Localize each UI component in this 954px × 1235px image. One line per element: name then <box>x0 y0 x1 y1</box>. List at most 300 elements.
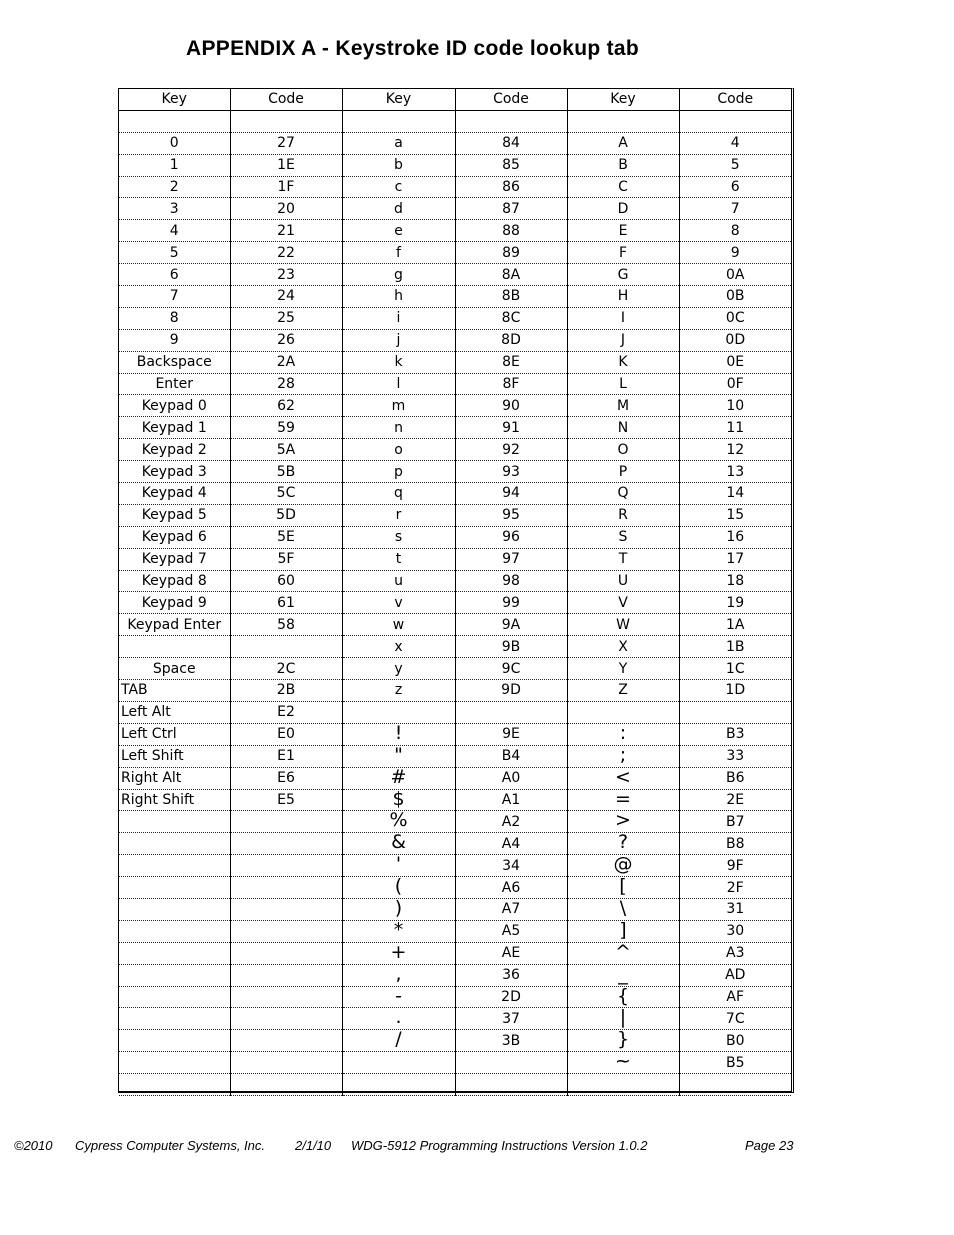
code-cell: 92 <box>455 439 567 461</box>
code-cell: 14 <box>679 483 791 505</box>
key-cell: Backspace <box>119 351 230 373</box>
code-cell: 9B <box>455 636 567 658</box>
key-cell: Space <box>119 658 230 680</box>
code-cell: 84 <box>455 132 567 154</box>
key-cell: @ <box>567 855 679 877</box>
key-cell: Enter <box>119 373 230 395</box>
table-row <box>119 636 791 658</box>
code-cell: 12 <box>679 439 791 461</box>
code-cell: 7C <box>679 1008 791 1030</box>
table-row <box>119 811 791 833</box>
key-cell: n <box>342 417 455 439</box>
code-cell: 58 <box>230 614 342 636</box>
code-cell <box>230 920 342 942</box>
header-code: Code <box>455 89 567 110</box>
code-cell: 88 <box>455 220 567 242</box>
key-cell: * <box>342 920 455 942</box>
table-row <box>119 526 791 548</box>
key-cell: " <box>342 745 455 767</box>
key-cell: Keypad 9 <box>119 592 230 614</box>
code-cell <box>230 1074 342 1096</box>
key-cell: x <box>342 636 455 658</box>
key-cell <box>119 110 230 132</box>
table-row <box>119 767 791 789</box>
key-cell: [ <box>567 877 679 899</box>
table-row <box>119 833 791 855</box>
key-cell: c <box>342 176 455 198</box>
key-cell: T <box>567 548 679 570</box>
code-cell <box>230 811 342 833</box>
code-cell: 5 <box>679 154 791 176</box>
code-cell: 0A <box>679 264 791 286</box>
table-row <box>119 417 791 439</box>
table-row <box>119 942 791 964</box>
code-cell <box>230 898 342 920</box>
code-cell: 0C <box>679 307 791 329</box>
code-cell: 25 <box>230 307 342 329</box>
code-cell: AD <box>679 964 791 986</box>
code-cell: B5 <box>679 1052 791 1074</box>
key-cell: h <box>342 286 455 308</box>
code-cell: 28 <box>230 373 342 395</box>
code-cell: A0 <box>455 767 567 789</box>
key-cell: | <box>567 1008 679 1030</box>
code-cell: 7 <box>679 198 791 220</box>
key-cell: , <box>342 964 455 986</box>
key-cell: 6 <box>119 264 230 286</box>
code-cell: 0E <box>679 351 791 373</box>
key-cell <box>119 1008 230 1030</box>
code-cell: 26 <box>230 329 342 351</box>
key-cell: V <box>567 592 679 614</box>
table-row <box>119 220 791 242</box>
code-cell: 2D <box>455 986 567 1008</box>
code-cell: 86 <box>455 176 567 198</box>
key-cell: U <box>567 570 679 592</box>
code-cell: 31 <box>679 898 791 920</box>
key-cell: Keypad 6 <box>119 526 230 548</box>
code-cell: A3 <box>679 942 791 964</box>
key-cell: Keypad 7 <box>119 548 230 570</box>
code-cell <box>230 942 342 964</box>
code-cell <box>230 110 342 132</box>
code-cell <box>230 964 342 986</box>
code-cell <box>230 1052 342 1074</box>
table-row <box>119 461 791 483</box>
key-cell: ( <box>342 877 455 899</box>
key-cell: F <box>567 242 679 264</box>
key-cell: M <box>567 395 679 417</box>
code-cell: 2C <box>230 658 342 680</box>
code-cell: AE <box>455 942 567 964</box>
code-cell: E2 <box>230 701 342 723</box>
code-cell: A7 <box>455 898 567 920</box>
code-cell: 2F <box>679 877 791 899</box>
key-cell: Keypad 5 <box>119 504 230 526</box>
table-row <box>119 920 791 942</box>
key-cell <box>119 964 230 986</box>
table-row <box>119 264 791 286</box>
key-cell <box>119 636 230 658</box>
code-cell: 91 <box>455 417 567 439</box>
key-cell: q <box>342 483 455 505</box>
page-footer <box>14 1138 814 1156</box>
code-cell: 95 <box>455 504 567 526</box>
code-cell: 37 <box>455 1008 567 1030</box>
key-cell: P <box>567 461 679 483</box>
code-cell: 33 <box>679 745 791 767</box>
code-cell: E0 <box>230 723 342 745</box>
key-cell: ? <box>567 833 679 855</box>
key-cell <box>119 811 230 833</box>
key-cell <box>567 1074 679 1096</box>
key-cell: J <box>567 329 679 351</box>
key-cell: = <box>567 789 679 811</box>
code-cell: 1E <box>230 154 342 176</box>
key-cell <box>119 898 230 920</box>
code-cell: 2E <box>679 789 791 811</box>
key-cell: o <box>342 439 455 461</box>
code-cell <box>230 855 342 877</box>
code-cell: 8B <box>455 286 567 308</box>
code-cell: 13 <box>679 461 791 483</box>
key-cell: L <box>567 373 679 395</box>
key-cell: f <box>342 242 455 264</box>
key-cell: K <box>567 351 679 373</box>
key-cell <box>342 110 455 132</box>
key-cell <box>119 920 230 942</box>
code-cell: 8F <box>455 373 567 395</box>
key-cell: t <box>342 548 455 570</box>
code-cell: 8C <box>455 307 567 329</box>
code-cell <box>230 986 342 1008</box>
key-cell <box>119 986 230 1008</box>
header-key: Key <box>342 89 455 110</box>
code-cell: 59 <box>230 417 342 439</box>
code-cell: 8A <box>455 264 567 286</box>
code-cell: E5 <box>230 789 342 811</box>
key-cell: 3 <box>119 198 230 220</box>
key-cell: TAB <box>119 680 230 702</box>
key-cell: v <box>342 592 455 614</box>
table-row <box>119 680 791 702</box>
key-cell: ~ <box>567 1052 679 1074</box>
key-cell: 0 <box>119 132 230 154</box>
key-cell: e <box>342 220 455 242</box>
key-cell: D <box>567 198 679 220</box>
key-cell: # <box>342 767 455 789</box>
code-cell: 21 <box>230 220 342 242</box>
code-cell: 99 <box>455 592 567 614</box>
keystroke-code-table <box>119 89 791 1096</box>
code-cell: 87 <box>455 198 567 220</box>
key-cell <box>119 877 230 899</box>
key-cell: E <box>567 220 679 242</box>
code-cell: A5 <box>455 920 567 942</box>
key-cell: b <box>342 154 455 176</box>
code-cell: 0B <box>679 286 791 308</box>
footer-page-number: Page 23 <box>745 1138 794 1153</box>
code-cell: E6 <box>230 767 342 789</box>
footer-document: WDG-5912 Programming Instructions Version 1.0.2 <box>351 1138 648 1153</box>
key-cell: _ <box>567 964 679 986</box>
code-cell: A2 <box>455 811 567 833</box>
code-cell: 9D <box>455 680 567 702</box>
key-cell <box>342 1074 455 1096</box>
table-row <box>119 307 791 329</box>
table-row <box>119 242 791 264</box>
header-key: Key <box>567 89 679 110</box>
footer-company: Cypress Computer Systems, Inc. <box>75 1138 265 1153</box>
table-row <box>119 745 791 767</box>
code-cell: 9 <box>679 242 791 264</box>
key-cell: w <box>342 614 455 636</box>
key-cell: Left Alt <box>119 701 230 723</box>
code-cell <box>455 701 567 723</box>
key-cell: : <box>567 723 679 745</box>
code-cell: A6 <box>455 877 567 899</box>
code-cell: 5A <box>230 439 342 461</box>
code-cell: E1 <box>230 745 342 767</box>
code-cell: 85 <box>455 154 567 176</box>
key-cell: Y <box>567 658 679 680</box>
key-cell: & <box>342 833 455 855</box>
key-cell: H <box>567 286 679 308</box>
code-cell: 5C <box>230 483 342 505</box>
key-cell: / <box>342 1030 455 1052</box>
code-cell: B7 <box>679 811 791 833</box>
key-cell: Keypad 1 <box>119 417 230 439</box>
key-cell: 9 <box>119 329 230 351</box>
key-cell <box>567 701 679 723</box>
code-cell: 5E <box>230 526 342 548</box>
code-cell: 1B <box>679 636 791 658</box>
code-cell: 22 <box>230 242 342 264</box>
code-cell: 96 <box>455 526 567 548</box>
key-cell: C <box>567 176 679 198</box>
code-cell: 3B <box>455 1030 567 1052</box>
code-cell: 9E <box>455 723 567 745</box>
key-cell: B <box>567 154 679 176</box>
key-cell: R <box>567 504 679 526</box>
key-cell: A <box>567 132 679 154</box>
key-cell: Keypad 4 <box>119 483 230 505</box>
code-cell: 36 <box>455 964 567 986</box>
code-cell: 61 <box>230 592 342 614</box>
key-cell: Keypad 0 <box>119 395 230 417</box>
key-cell: I <box>567 307 679 329</box>
footer-copyright: ©2010 <box>14 1138 53 1153</box>
key-cell: y <box>342 658 455 680</box>
table-row <box>119 898 791 920</box>
key-cell <box>119 1052 230 1074</box>
table-row <box>119 855 791 877</box>
code-cell: 20 <box>230 198 342 220</box>
code-cell <box>679 701 791 723</box>
key-cell: k <box>342 351 455 373</box>
key-cell: Keypad Enter <box>119 614 230 636</box>
code-cell <box>230 1030 342 1052</box>
key-cell: ] <box>567 920 679 942</box>
table-row <box>119 964 791 986</box>
code-cell: AF <box>679 986 791 1008</box>
code-cell: 23 <box>230 264 342 286</box>
key-cell: Q <box>567 483 679 505</box>
code-cell <box>679 1074 791 1096</box>
key-cell: m <box>342 395 455 417</box>
table-row <box>119 592 791 614</box>
key-cell: $ <box>342 789 455 811</box>
code-cell: 8E <box>455 351 567 373</box>
key-cell: Keypad 2 <box>119 439 230 461</box>
code-cell <box>455 1074 567 1096</box>
code-cell: 1A <box>679 614 791 636</box>
code-cell <box>230 877 342 899</box>
table-row <box>119 483 791 505</box>
code-cell: 5F <box>230 548 342 570</box>
code-cell: 93 <box>455 461 567 483</box>
code-cell <box>455 110 567 132</box>
code-cell: 2B <box>230 680 342 702</box>
code-cell: 94 <box>455 483 567 505</box>
code-cell: 9C <box>455 658 567 680</box>
table-row <box>119 154 791 176</box>
key-cell: { <box>567 986 679 1008</box>
table-row <box>119 1052 791 1074</box>
code-cell: 11 <box>679 417 791 439</box>
code-cell: 19 <box>679 592 791 614</box>
keystroke-table <box>118 88 794 1093</box>
code-cell: 18 <box>679 570 791 592</box>
code-cell: A4 <box>455 833 567 855</box>
code-cell: B3 <box>679 723 791 745</box>
page-title: APPENDIX A - Keystroke ID code lookup tab <box>186 37 639 60</box>
code-cell: 9F <box>679 855 791 877</box>
code-cell: 34 <box>455 855 567 877</box>
table-row <box>119 877 791 899</box>
code-cell: 6 <box>679 176 791 198</box>
table-row <box>119 614 791 636</box>
key-cell: G <box>567 264 679 286</box>
key-cell: u <box>342 570 455 592</box>
key-cell: Right Alt <box>119 767 230 789</box>
code-cell: B0 <box>679 1030 791 1052</box>
key-cell: 8 <box>119 307 230 329</box>
table-row <box>119 658 791 680</box>
code-cell: 30 <box>679 920 791 942</box>
code-cell: B8 <box>679 833 791 855</box>
key-cell: g <box>342 264 455 286</box>
code-cell: 24 <box>230 286 342 308</box>
key-cell: \ <box>567 898 679 920</box>
key-cell: Z <box>567 680 679 702</box>
code-cell <box>679 110 791 132</box>
code-cell: 4 <box>679 132 791 154</box>
code-cell: 97 <box>455 548 567 570</box>
key-cell: s <box>342 526 455 548</box>
code-cell: 15 <box>679 504 791 526</box>
key-cell: + <box>342 942 455 964</box>
table-row <box>119 504 791 526</box>
key-cell: Keypad 8 <box>119 570 230 592</box>
table-row <box>119 986 791 1008</box>
key-cell: i <box>342 307 455 329</box>
key-cell: z <box>342 680 455 702</box>
key-cell <box>119 942 230 964</box>
table-row <box>119 110 791 132</box>
code-cell: 8D <box>455 329 567 351</box>
key-cell: } <box>567 1030 679 1052</box>
code-cell: 17 <box>679 548 791 570</box>
key-cell: ' <box>342 855 455 877</box>
code-cell <box>230 833 342 855</box>
key-cell <box>119 1074 230 1096</box>
key-cell: l <box>342 373 455 395</box>
key-cell <box>567 110 679 132</box>
key-cell <box>342 1052 455 1074</box>
code-cell: 98 <box>455 570 567 592</box>
key-cell: % <box>342 811 455 833</box>
table-row <box>119 789 791 811</box>
table-row <box>119 351 791 373</box>
table-row <box>119 395 791 417</box>
table-row <box>119 132 791 154</box>
key-cell: a <box>342 132 455 154</box>
code-cell <box>455 1052 567 1074</box>
table-row <box>119 701 791 723</box>
key-cell: 7 <box>119 286 230 308</box>
header-code: Code <box>679 89 791 110</box>
key-cell: 5 <box>119 242 230 264</box>
key-cell <box>119 855 230 877</box>
code-cell: 1C <box>679 658 791 680</box>
table-row <box>119 329 791 351</box>
key-cell <box>119 1030 230 1052</box>
key-cell: Right Shift <box>119 789 230 811</box>
key-cell: Left Shift <box>119 745 230 767</box>
header-code: Code <box>230 89 342 110</box>
key-cell: N <box>567 417 679 439</box>
code-cell: 1D <box>679 680 791 702</box>
key-cell: Keypad 3 <box>119 461 230 483</box>
key-cell: p <box>342 461 455 483</box>
code-cell: B4 <box>455 745 567 767</box>
code-cell: 16 <box>679 526 791 548</box>
code-cell: B6 <box>679 767 791 789</box>
table-row <box>119 1074 791 1096</box>
header-key: Key <box>119 89 230 110</box>
code-cell: 62 <box>230 395 342 417</box>
key-cell: 1 <box>119 154 230 176</box>
key-cell: j <box>342 329 455 351</box>
code-cell: 89 <box>455 242 567 264</box>
key-cell: r <box>342 504 455 526</box>
code-cell: 0F <box>679 373 791 395</box>
table-row <box>119 286 791 308</box>
key-cell: X <box>567 636 679 658</box>
table-row <box>119 723 791 745</box>
code-cell: 27 <box>230 132 342 154</box>
key-cell: . <box>342 1008 455 1030</box>
key-cell: > <box>567 811 679 833</box>
key-cell <box>119 833 230 855</box>
code-cell: 2A <box>230 351 342 373</box>
key-cell: ) <box>342 898 455 920</box>
table-row <box>119 439 791 461</box>
code-cell: A1 <box>455 789 567 811</box>
code-cell: 5D <box>230 504 342 526</box>
table-row <box>119 1008 791 1030</box>
